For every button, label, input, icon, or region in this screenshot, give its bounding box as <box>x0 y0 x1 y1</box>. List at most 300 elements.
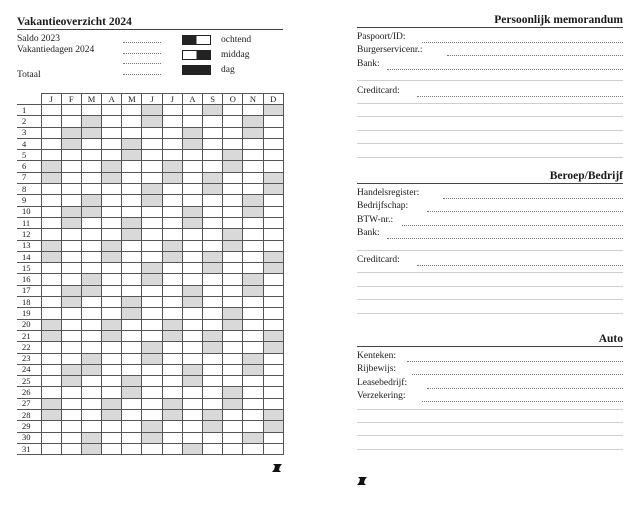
day-cell[interactable] <box>263 172 283 183</box>
day-cell[interactable] <box>263 387 283 398</box>
day-cell[interactable] <box>263 443 283 454</box>
day-cell[interactable] <box>81 353 101 364</box>
day-cell[interactable] <box>243 195 263 206</box>
day-cell[interactable] <box>162 217 182 228</box>
day-cell[interactable] <box>263 398 283 409</box>
day-cell[interactable] <box>41 240 61 251</box>
day-cell[interactable] <box>81 421 101 432</box>
day-cell[interactable] <box>61 398 81 409</box>
day-cell[interactable] <box>203 206 223 217</box>
day-cell[interactable] <box>41 195 61 206</box>
day-cell[interactable] <box>263 217 283 228</box>
day-cell[interactable] <box>81 387 101 398</box>
day-cell[interactable] <box>243 184 263 195</box>
day-cell[interactable] <box>41 285 61 296</box>
day-cell[interactable] <box>81 217 101 228</box>
day-cell[interactable] <box>162 229 182 240</box>
day-cell[interactable] <box>182 116 202 127</box>
day-cell[interactable] <box>182 376 202 387</box>
blank-line[interactable] <box>357 286 623 287</box>
day-cell[interactable] <box>263 150 283 161</box>
day-cell[interactable] <box>142 353 162 364</box>
day-cell[interactable] <box>102 150 122 161</box>
day-cell[interactable] <box>142 342 162 353</box>
day-cell[interactable] <box>61 285 81 296</box>
day-cell[interactable] <box>142 364 162 375</box>
blank-line[interactable] <box>357 409 623 410</box>
day-cell[interactable] <box>243 398 263 409</box>
day-cell[interactable] <box>243 308 263 319</box>
day-cell[interactable] <box>263 308 283 319</box>
day-cell[interactable] <box>142 297 162 308</box>
day-cell[interactable] <box>102 387 122 398</box>
day-cell[interactable] <box>203 285 223 296</box>
day-cell[interactable] <box>182 172 202 183</box>
day-cell[interactable] <box>81 364 101 375</box>
day-cell[interactable] <box>223 421 243 432</box>
day-cell[interactable] <box>223 172 243 183</box>
day-cell[interactable] <box>81 206 101 217</box>
day-cell[interactable] <box>223 285 243 296</box>
day-cell[interactable] <box>182 217 202 228</box>
blank-line[interactable] <box>357 299 623 300</box>
day-cell[interactable] <box>61 206 81 217</box>
day-cell[interactable] <box>263 229 283 240</box>
day-cell[interactable] <box>223 353 243 364</box>
day-cell[interactable] <box>162 285 182 296</box>
field-input-line[interactable] <box>407 361 623 362</box>
day-cell[interactable] <box>182 274 202 285</box>
day-cell[interactable] <box>243 217 263 228</box>
day-cell[interactable] <box>102 229 122 240</box>
day-cell[interactable] <box>122 240 142 251</box>
day-cell[interactable] <box>162 364 182 375</box>
field-input-line[interactable] <box>427 211 623 212</box>
day-cell[interactable] <box>203 432 223 443</box>
day-cell[interactable] <box>223 263 243 274</box>
day-cell[interactable] <box>243 342 263 353</box>
day-cell[interactable] <box>142 308 162 319</box>
day-cell[interactable] <box>102 127 122 138</box>
day-cell[interactable] <box>182 432 202 443</box>
day-cell[interactable] <box>182 308 202 319</box>
day-cell[interactable] <box>243 127 263 138</box>
field-input-line[interactable] <box>417 265 623 266</box>
day-cell[interactable] <box>243 116 263 127</box>
day-cell[interactable] <box>61 274 81 285</box>
day-cell[interactable] <box>61 297 81 308</box>
day-cell[interactable] <box>41 297 61 308</box>
day-cell[interactable] <box>81 432 101 443</box>
day-cell[interactable] <box>182 443 202 454</box>
day-cell[interactable] <box>223 195 243 206</box>
day-cell[interactable] <box>81 398 101 409</box>
day-cell[interactable] <box>41 364 61 375</box>
day-cell[interactable] <box>102 353 122 364</box>
day-cell[interactable] <box>203 410 223 421</box>
day-cell[interactable] <box>162 195 182 206</box>
day-cell[interactable] <box>223 229 243 240</box>
day-cell[interactable] <box>122 376 142 387</box>
day-cell[interactable] <box>162 297 182 308</box>
day-cell[interactable] <box>203 387 223 398</box>
day-cell[interactable] <box>41 387 61 398</box>
day-cell[interactable] <box>203 376 223 387</box>
day-cell[interactable] <box>41 410 61 421</box>
day-cell[interactable] <box>182 161 202 172</box>
day-cell[interactable] <box>102 364 122 375</box>
day-cell[interactable] <box>61 217 81 228</box>
day-cell[interactable] <box>223 432 243 443</box>
day-cell[interactable] <box>223 308 243 319</box>
day-cell[interactable] <box>41 330 61 341</box>
day-cell[interactable] <box>162 240 182 251</box>
day-cell[interactable] <box>81 229 101 240</box>
day-cell[interactable] <box>263 195 283 206</box>
day-cell[interactable] <box>81 330 101 341</box>
day-cell[interactable] <box>102 432 122 443</box>
day-cell[interactable] <box>102 308 122 319</box>
day-cell[interactable] <box>263 319 283 330</box>
day-cell[interactable] <box>263 127 283 138</box>
day-cell[interactable] <box>122 342 142 353</box>
day-cell[interactable] <box>162 127 182 138</box>
day-cell[interactable] <box>182 330 202 341</box>
day-cell[interactable] <box>203 263 223 274</box>
day-cell[interactable] <box>223 319 243 330</box>
day-cell[interactable] <box>102 297 122 308</box>
day-cell[interactable] <box>81 443 101 454</box>
day-cell[interactable] <box>182 319 202 330</box>
day-cell[interactable] <box>182 195 202 206</box>
day-cell[interactable] <box>162 184 182 195</box>
day-cell[interactable] <box>243 150 263 161</box>
day-cell[interactable] <box>142 285 162 296</box>
day-cell[interactable] <box>223 127 243 138</box>
day-cell[interactable] <box>182 138 202 149</box>
day-cell[interactable] <box>122 330 142 341</box>
day-cell[interactable] <box>81 376 101 387</box>
day-cell[interactable] <box>61 330 81 341</box>
day-cell[interactable] <box>203 274 223 285</box>
day-cell[interactable] <box>263 274 283 285</box>
day-cell[interactable] <box>122 138 142 149</box>
day-cell[interactable] <box>102 410 122 421</box>
day-cell[interactable] <box>203 195 223 206</box>
day-cell[interactable] <box>61 421 81 432</box>
day-cell[interactable] <box>122 432 142 443</box>
day-cell[interactable] <box>61 116 81 127</box>
day-cell[interactable] <box>102 251 122 262</box>
day-cell[interactable] <box>122 161 142 172</box>
field-input-line[interactable] <box>427 388 623 389</box>
day-cell[interactable] <box>203 297 223 308</box>
day-cell[interactable] <box>41 263 61 274</box>
day-cell[interactable] <box>41 443 61 454</box>
day-cell[interactable] <box>81 161 101 172</box>
day-cell[interactable] <box>203 319 223 330</box>
day-cell[interactable] <box>41 421 61 432</box>
day-cell[interactable] <box>203 330 223 341</box>
day-cell[interactable] <box>162 251 182 262</box>
day-cell[interactable] <box>122 105 142 116</box>
day-cell[interactable] <box>243 206 263 217</box>
day-cell[interactable] <box>142 138 162 149</box>
day-cell[interactable] <box>263 410 283 421</box>
day-cell[interactable] <box>162 353 182 364</box>
day-cell[interactable] <box>263 240 283 251</box>
day-cell[interactable] <box>182 229 202 240</box>
day-cell[interactable] <box>223 184 243 195</box>
day-cell[interactable] <box>122 421 142 432</box>
day-cell[interactable] <box>243 161 263 172</box>
day-cell[interactable] <box>243 387 263 398</box>
day-cell[interactable] <box>203 421 223 432</box>
day-cell[interactable] <box>182 342 202 353</box>
day-cell[interactable] <box>122 308 142 319</box>
day-cell[interactable] <box>182 251 202 262</box>
blank-line[interactable] <box>357 80 623 81</box>
day-cell[interactable] <box>243 421 263 432</box>
blank-line[interactable] <box>357 116 623 117</box>
day-cell[interactable] <box>162 319 182 330</box>
day-cell[interactable] <box>122 206 142 217</box>
day-cell[interactable] <box>203 116 223 127</box>
day-cell[interactable] <box>223 330 243 341</box>
day-cell[interactable] <box>243 138 263 149</box>
day-cell[interactable] <box>182 421 202 432</box>
day-cell[interactable] <box>223 251 243 262</box>
day-cell[interactable] <box>223 206 243 217</box>
day-cell[interactable] <box>203 172 223 183</box>
day-cell[interactable] <box>162 398 182 409</box>
day-cell[interactable] <box>263 330 283 341</box>
day-cell[interactable] <box>203 240 223 251</box>
day-cell[interactable] <box>61 410 81 421</box>
day-cell[interactable] <box>61 387 81 398</box>
day-cell[interactable] <box>61 229 81 240</box>
day-cell[interactable] <box>203 138 223 149</box>
blank-line[interactable] <box>357 449 623 450</box>
day-cell[interactable] <box>243 410 263 421</box>
day-cell[interactable] <box>41 274 61 285</box>
day-cell[interactable] <box>61 308 81 319</box>
day-cell[interactable] <box>182 184 202 195</box>
day-cell[interactable] <box>182 364 202 375</box>
day-cell[interactable] <box>102 138 122 149</box>
day-cell[interactable] <box>243 330 263 341</box>
day-cell[interactable] <box>223 376 243 387</box>
day-cell[interactable] <box>102 184 122 195</box>
day-cell[interactable] <box>162 274 182 285</box>
day-cell[interactable] <box>81 184 101 195</box>
day-cell[interactable] <box>142 161 162 172</box>
day-cell[interactable] <box>122 195 142 206</box>
day-cell[interactable] <box>223 105 243 116</box>
day-cell[interactable] <box>122 353 142 364</box>
blank-line[interactable] <box>357 143 623 144</box>
day-cell[interactable] <box>142 251 162 262</box>
day-cell[interactable] <box>122 297 142 308</box>
blank-line[interactable] <box>357 250 623 251</box>
day-cell[interactable] <box>81 274 101 285</box>
day-cell[interactable] <box>263 353 283 364</box>
day-cell[interactable] <box>61 172 81 183</box>
day-cell[interactable] <box>122 274 142 285</box>
day-cell[interactable] <box>263 285 283 296</box>
day-cell[interactable] <box>122 172 142 183</box>
day-cell[interactable] <box>61 342 81 353</box>
vakantiedagen-input[interactable] <box>123 53 161 54</box>
day-cell[interactable] <box>41 398 61 409</box>
day-cell[interactable] <box>203 251 223 262</box>
day-cell[interactable] <box>263 432 283 443</box>
day-cell[interactable] <box>203 161 223 172</box>
day-cell[interactable] <box>162 421 182 432</box>
day-cell[interactable] <box>102 195 122 206</box>
day-cell[interactable] <box>203 308 223 319</box>
day-cell[interactable] <box>263 263 283 274</box>
day-cell[interactable] <box>162 116 182 127</box>
day-cell[interactable] <box>162 150 182 161</box>
field-input-line[interactable] <box>447 55 623 56</box>
day-cell[interactable] <box>162 138 182 149</box>
day-cell[interactable] <box>182 387 202 398</box>
blank-line[interactable] <box>357 422 623 423</box>
blank-line[interactable] <box>357 313 623 314</box>
field-input-line[interactable] <box>422 401 623 402</box>
day-cell[interactable] <box>263 364 283 375</box>
field-input-line[interactable] <box>387 69 624 70</box>
day-cell[interactable] <box>122 285 142 296</box>
day-cell[interactable] <box>41 127 61 138</box>
day-cell[interactable] <box>223 138 243 149</box>
day-cell[interactable] <box>81 285 101 296</box>
day-cell[interactable] <box>102 376 122 387</box>
day-cell[interactable] <box>203 217 223 228</box>
day-cell[interactable] <box>223 240 243 251</box>
day-cell[interactable] <box>182 105 202 116</box>
day-cell[interactable] <box>263 421 283 432</box>
day-cell[interactable] <box>142 206 162 217</box>
day-cell[interactable] <box>102 285 122 296</box>
day-cell[interactable] <box>81 319 101 330</box>
day-cell[interactable] <box>61 138 81 149</box>
day-cell[interactable] <box>142 387 162 398</box>
day-cell[interactable] <box>182 398 202 409</box>
day-cell[interactable] <box>223 364 243 375</box>
day-cell[interactable] <box>41 319 61 330</box>
day-cell[interactable] <box>61 195 81 206</box>
day-cell[interactable] <box>243 297 263 308</box>
day-cell[interactable] <box>81 308 101 319</box>
day-cell[interactable] <box>203 150 223 161</box>
day-cell[interactable] <box>263 116 283 127</box>
day-cell[interactable] <box>61 319 81 330</box>
day-cell[interactable] <box>142 319 162 330</box>
day-cell[interactable] <box>162 432 182 443</box>
day-cell[interactable] <box>162 161 182 172</box>
day-cell[interactable] <box>102 116 122 127</box>
day-cell[interactable] <box>263 105 283 116</box>
day-cell[interactable] <box>243 376 263 387</box>
day-cell[interactable] <box>41 217 61 228</box>
day-cell[interactable] <box>142 330 162 341</box>
day-cell[interactable] <box>41 206 61 217</box>
day-cell[interactable] <box>102 172 122 183</box>
day-cell[interactable] <box>81 263 101 274</box>
field-input-line[interactable] <box>412 374 623 375</box>
day-cell[interactable] <box>81 172 101 183</box>
day-cell[interactable] <box>243 263 263 274</box>
day-cell[interactable] <box>182 127 202 138</box>
day-cell[interactable] <box>61 240 81 251</box>
day-cell[interactable] <box>142 421 162 432</box>
day-cell[interactable] <box>122 398 142 409</box>
day-cell[interactable] <box>61 105 81 116</box>
day-cell[interactable] <box>182 240 202 251</box>
day-cell[interactable] <box>142 229 162 240</box>
day-cell[interactable] <box>263 138 283 149</box>
day-cell[interactable] <box>142 105 162 116</box>
day-cell[interactable] <box>182 410 202 421</box>
day-cell[interactable] <box>142 195 162 206</box>
day-cell[interactable] <box>263 342 283 353</box>
day-cell[interactable] <box>102 263 122 274</box>
day-cell[interactable] <box>81 240 101 251</box>
day-cell[interactable] <box>102 240 122 251</box>
day-cell[interactable] <box>223 161 243 172</box>
day-cell[interactable] <box>142 240 162 251</box>
day-cell[interactable] <box>81 127 101 138</box>
day-cell[interactable] <box>223 297 243 308</box>
day-cell[interactable] <box>41 432 61 443</box>
day-cell[interactable] <box>61 184 81 195</box>
day-cell[interactable] <box>142 274 162 285</box>
day-cell[interactable] <box>102 105 122 116</box>
day-cell[interactable] <box>243 251 263 262</box>
day-cell[interactable] <box>203 342 223 353</box>
day-cell[interactable] <box>61 127 81 138</box>
blank-line[interactable] <box>357 103 623 104</box>
day-cell[interactable] <box>122 364 142 375</box>
day-cell[interactable] <box>81 105 101 116</box>
day-cell[interactable] <box>102 319 122 330</box>
day-cell[interactable] <box>61 353 81 364</box>
day-cell[interactable] <box>223 342 243 353</box>
day-cell[interactable] <box>142 127 162 138</box>
day-cell[interactable] <box>243 364 263 375</box>
day-cell[interactable] <box>223 150 243 161</box>
day-cell[interactable] <box>182 206 202 217</box>
field-input-line[interactable] <box>422 42 623 43</box>
day-cell[interactable] <box>41 172 61 183</box>
day-cell[interactable] <box>61 150 81 161</box>
day-cell[interactable] <box>223 410 243 421</box>
day-cell[interactable] <box>142 432 162 443</box>
day-cell[interactable] <box>162 410 182 421</box>
day-cell[interactable] <box>61 364 81 375</box>
day-cell[interactable] <box>162 172 182 183</box>
day-cell[interactable] <box>223 387 243 398</box>
day-cell[interactable] <box>243 319 263 330</box>
day-cell[interactable] <box>41 376 61 387</box>
field-input-line[interactable] <box>402 225 623 226</box>
day-cell[interactable] <box>182 285 202 296</box>
day-cell[interactable] <box>243 172 263 183</box>
day-cell[interactable] <box>41 150 61 161</box>
day-cell[interactable] <box>41 116 61 127</box>
